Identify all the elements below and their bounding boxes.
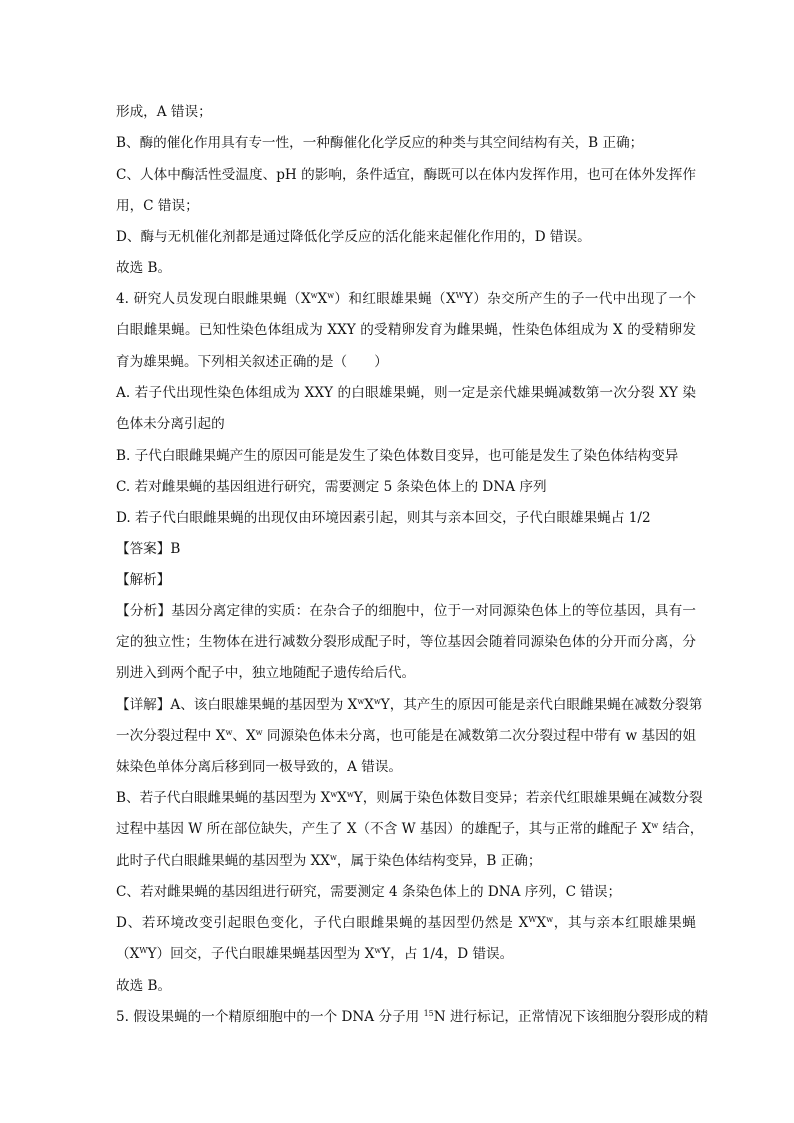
text-line: 形成，A 错误； — [116, 104, 212, 120]
text-line: 白眼雌果蝇。已知性染色体组成为 XXY 的受精卵发育为雌果蝇，性染色体组成为 X 的受精卵发 — [116, 322, 696, 338]
detail-text: 一次分裂过程中 $X^w$、$X^w$ 同源染色体未分离，也可能是在减数第二次分裂过程中带有 w 基因的姐 — [116, 728, 696, 744]
option-c: C. 若对雌果蝇的基因组进行研究，需要测定 5 条染色体上的 DNA 序列 — [116, 479, 547, 495]
analysis-text: 别进入到两个配子中，独立地随配子遗传给后代。 — [116, 665, 416, 681]
analysis-label: 【解析】 — [116, 572, 171, 588]
detail-text: 妹染色单体分离后移到同一极导致的，A 错误。 — [116, 759, 403, 775]
option-b: B. 子代白眼雌果蝇产生的原因可能是发生了染色体数目变异，也可能是发生了染色体结构变异 — [116, 448, 679, 464]
question-4-stem: 4. 研究人员发现白眼雌果蝇$(X^wX^w)$和红眼雄果蝇$(X^WY)$杂交所产生的子一代中出现了一个 — [116, 291, 696, 307]
text-line: 故选 B。 — [116, 260, 172, 276]
option-d: D. 若子代白眼雌果蝇的出现仅由环境因素引起，则其与亲本回交，子代白眼雄果蝇占 1/2 — [116, 510, 651, 526]
question-5-stem: 5. 假设果蝇的一个精原细胞中的一个 DNA 分子用 $^{15}$N 进行标记，正常情况下该细胞分裂形成的精 — [116, 1009, 709, 1025]
text-line: D、酶与无机催化剂都是通过降低化学反应的活化能来起催化作用的，D 错误。 — [116, 229, 591, 245]
option-a-cont: 色体未分离引起的 — [116, 416, 225, 432]
option-a: A. 若子代出现性染色体组成为 XXY 的白眼雄果蝇，则一定是亲代雄果蝇减数第一次分裂 XY 染 — [116, 385, 696, 401]
detail-text: 【详解】A、该白眼雄果蝇的基因型为 $X^wX^wY$，其产生的原因可能是亲代白眼雌果蝇在减数分裂第 — [116, 697, 703, 713]
detail-text: B、若子代白眼雌果蝇的基因型为 $X^wX^wY$，则属于染色体数目变异；若亲代红眼雄果蝇在减数分裂 — [116, 790, 703, 806]
detail-text: $(X^WY)$回交，子代白眼雄果蝇基因型为 $X^wY$，占 1/4，D 错误。 — [116, 946, 514, 962]
text-line: 用，C 错误； — [116, 198, 199, 214]
text-line: C、人体中酶活性受温度、pH 的影响，条件适宜，酶既可以在体内发挥作用，也可在体外发挥作 — [116, 167, 696, 183]
detail-text: 此时子代白眼雌果蝇的基因型为 $XX^w$，属于染色体结构变异，B 正确； — [116, 853, 542, 869]
detail-text: C、若对雌果蝇的基因组进行研究，需要测定 4 条染色体上的 DNA 序列，C 错误； — [116, 884, 622, 900]
analysis-text: 定的独立性；生物体在进行减数分裂形成配子时，等位基因会随着同源染色体的分开而分离，分 — [116, 634, 696, 650]
answer-label: 【答案】B — [116, 541, 181, 557]
detail-text: D、若环境改变引起眼色变化，子代白眼雌果蝇的基因型仍然是 $X^WX^w$，其与亲本红眼雄果蝇 — [116, 915, 696, 931]
text-line: 育为雄果蝇。下列相关叙述正确的是（ ） — [116, 354, 388, 370]
analysis-text: 【分析】基因分离定律的实质：在杂合子的细胞中，位于一对同源染色体上的等位基因，具有一 — [116, 603, 696, 619]
text-line: B、酶的催化作用具有专一性，一种酶催化化学反应的种类与其空间结构有关，B 正确； — [116, 135, 644, 151]
detail-text: 过程中基因 W 所在部位缺失，产生了 X（不含 W 基因）的雄配子，其与正常的雌配子 $X^w$ 结合， — [116, 821, 704, 837]
text-line: 故选 B。 — [116, 978, 172, 994]
